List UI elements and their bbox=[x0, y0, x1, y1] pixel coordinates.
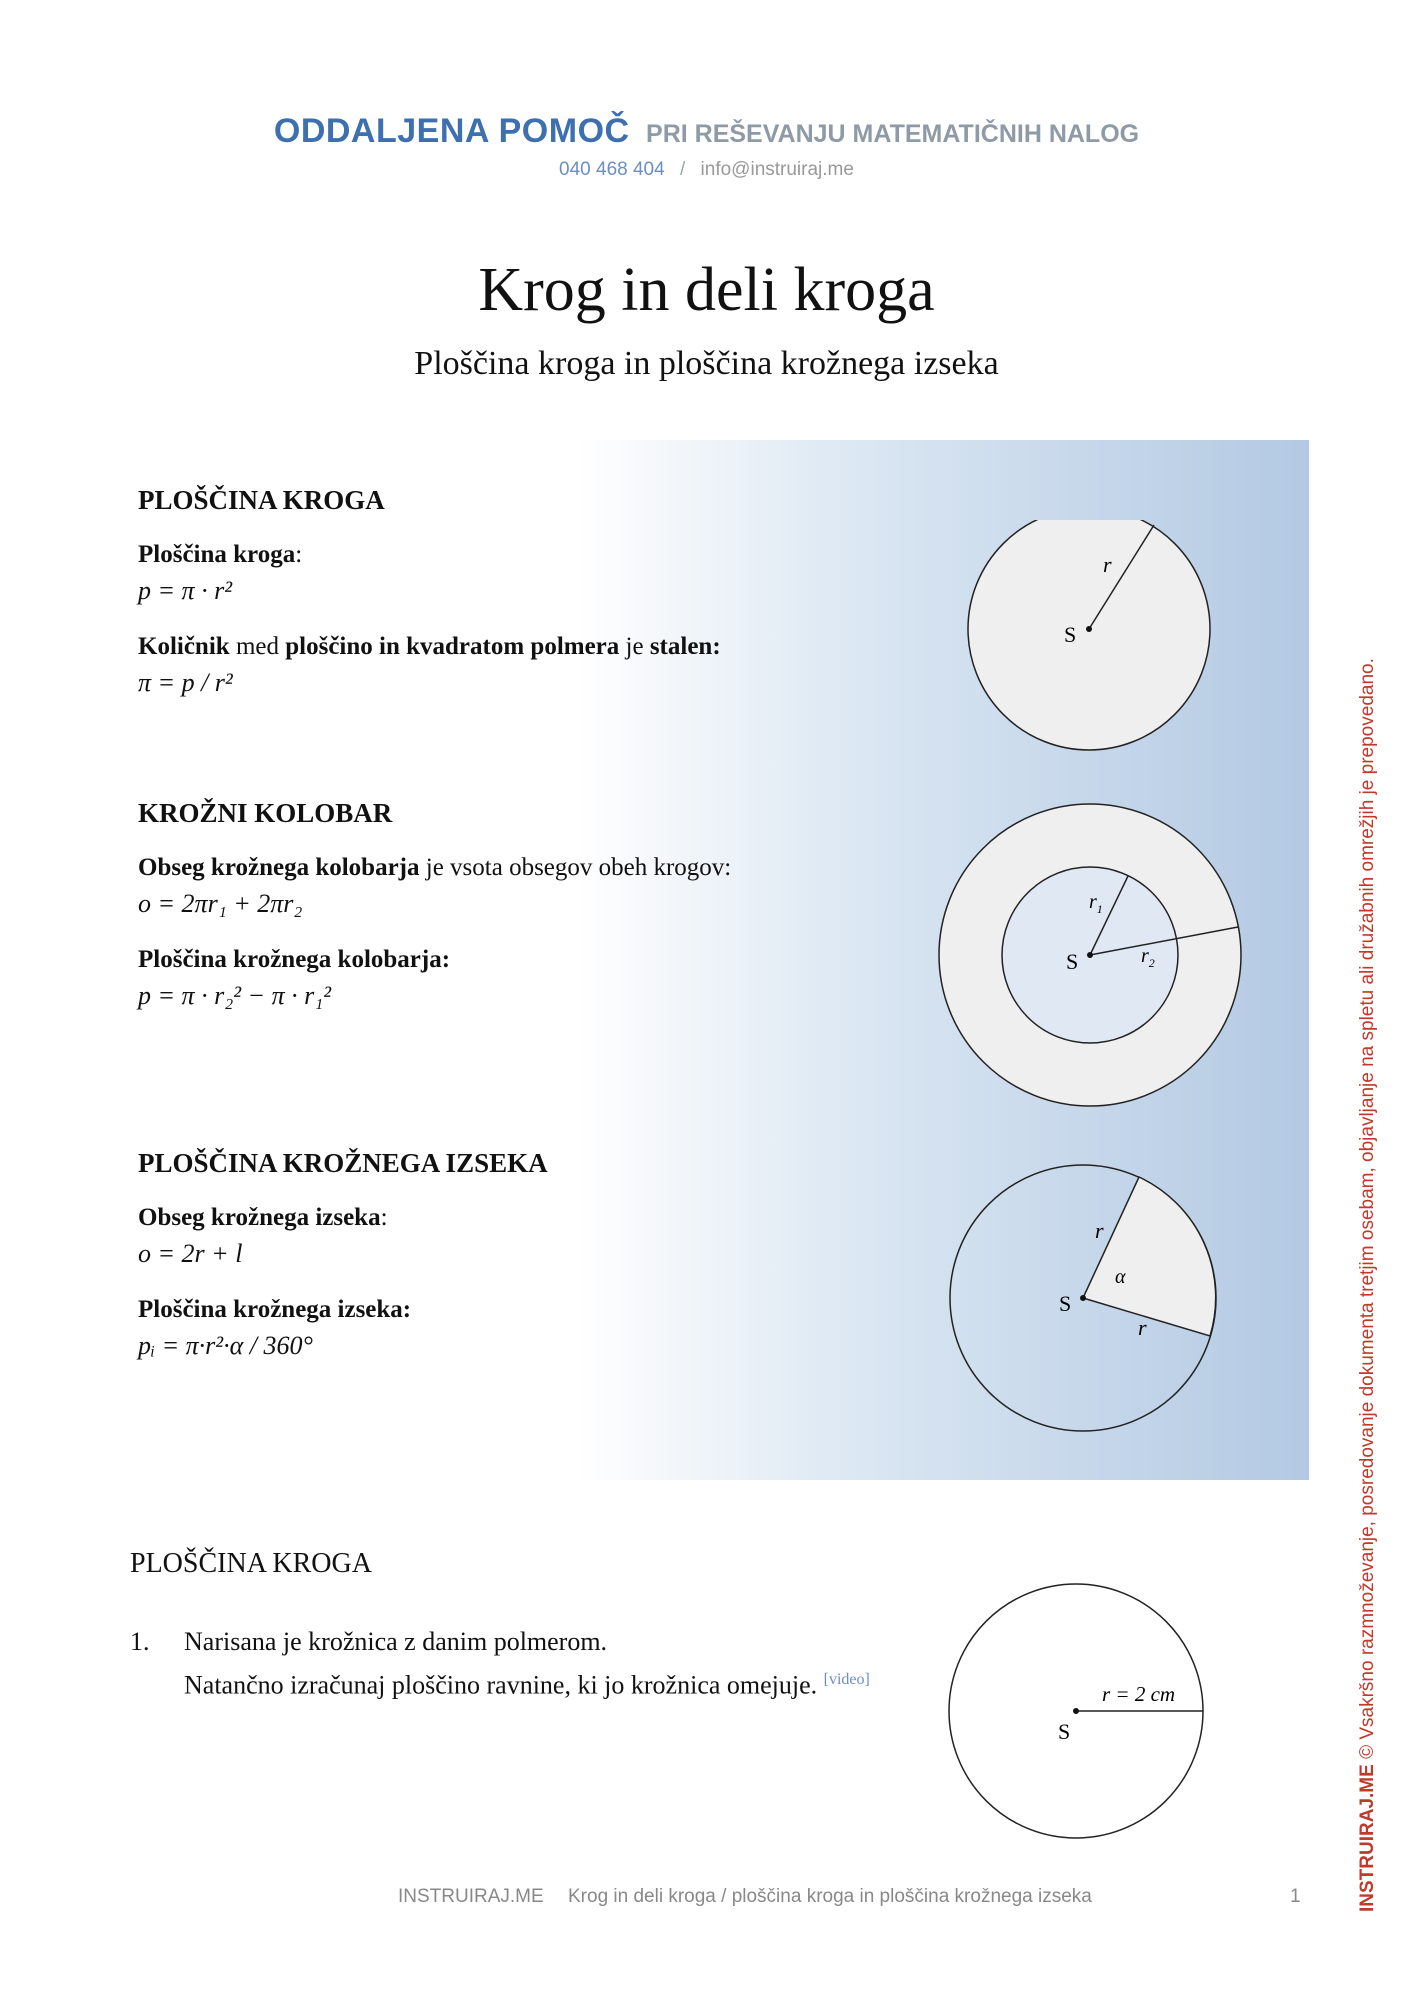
r1-subscript: 1 bbox=[1096, 902, 1103, 916]
header-contact bbox=[0, 159, 1413, 181]
center-point bbox=[1073, 1708, 1079, 1714]
center-label: S bbox=[1066, 949, 1079, 974]
given-radius-label: r = 2 cm bbox=[1102, 1682, 1176, 1706]
section-label bbox=[138, 1201, 548, 1235]
header-phone[interactable]: 040 468 404 bbox=[559, 159, 665, 180]
label-bold: Obseg krožnega kolobarja bbox=[138, 854, 420, 881]
formula-perimeter: o = 2πr₁ + 2πr₂ bbox=[138, 889, 303, 918]
page-header bbox=[0, 112, 1413, 181]
section-title: PLOŠČINA KROŽNEGA IZSEKA bbox=[138, 1148, 548, 1178]
center-label: S bbox=[1059, 1291, 1072, 1316]
footer-page-number: 1 bbox=[1290, 1886, 1301, 1907]
label-bold: Ploščina krožnega izseka: bbox=[138, 1296, 412, 1323]
label-suffix: : bbox=[380, 1204, 388, 1231]
header-brand-line bbox=[0, 112, 1413, 151]
section-circle-area bbox=[138, 485, 721, 722]
footer-site: INSTRUIRAJ.ME bbox=[398, 1886, 544, 1907]
radius-label-lower: r bbox=[1138, 1315, 1147, 1340]
label-suffix: je vsota obsegov obeh krogov: bbox=[419, 854, 732, 881]
formula-perimeter: o = 2r + l bbox=[138, 1239, 243, 1268]
section-label-ratio bbox=[138, 630, 721, 664]
exercise-line: Narisana je krožnica z danim polmerom. bbox=[184, 1627, 608, 1656]
label-part: stalen: bbox=[649, 633, 721, 660]
section-label bbox=[138, 851, 731, 885]
exercise-line: Natančno izračunaj ploščino ravnine, ki jo krožnica omejuje. bbox=[184, 1670, 818, 1700]
section-title: PLOŠČINA KROGA bbox=[138, 485, 385, 515]
label-bold: Ploščina krožnega kolobarja: bbox=[138, 946, 451, 973]
exercise-line-2 bbox=[184, 1661, 944, 1705]
exercise-section-title: PLOŠČINA KROGA bbox=[130, 1548, 372, 1579]
section-label bbox=[138, 943, 731, 977]
radius-label-upper: r bbox=[1095, 1218, 1104, 1243]
exercise-text bbox=[184, 1623, 944, 1705]
r2-letter: r bbox=[1141, 945, 1149, 967]
annulus-figure bbox=[935, 800, 1245, 1110]
header-separator: / bbox=[679, 159, 686, 180]
section-label bbox=[138, 538, 721, 572]
sector-shape bbox=[1083, 1177, 1216, 1336]
label-bold: Obseg krožnega izseka bbox=[138, 1204, 381, 1231]
video-link[interactable]: [video] bbox=[823, 1671, 870, 1688]
alpha-label: α bbox=[1115, 1266, 1126, 1288]
label-part: je bbox=[619, 633, 650, 660]
center-point bbox=[1080, 1295, 1086, 1301]
circle-shape bbox=[968, 520, 1210, 750]
r1-letter: r bbox=[1089, 891, 1097, 913]
copyright-text: © Vsakršno razmnoževanje, posredovanje dokumenta tretjim osebam, objavljanje na spletu ali družabnih omrežjih je prepovedano. bbox=[1357, 658, 1378, 1759]
header-email[interactable]: info@instruiraj.me bbox=[700, 159, 854, 180]
copyright-note bbox=[1357, 658, 1379, 1912]
sector-figure bbox=[945, 1160, 1225, 1440]
section-annulus bbox=[138, 798, 731, 1035]
center-point bbox=[1087, 952, 1093, 958]
r2-subscript: 2 bbox=[1148, 956, 1155, 970]
formula-ratio: π = p / r² bbox=[138, 668, 233, 697]
label-suffix: : bbox=[295, 541, 303, 568]
copyright-brand: INSTRUIRAJ.ME bbox=[1357, 1764, 1378, 1912]
label-part: Količnik bbox=[138, 633, 230, 660]
label-part: med bbox=[229, 633, 286, 660]
section-title: KROŽNI KOLOBAR bbox=[138, 798, 393, 828]
formula-area: pᵢ = π·r²·α / 360° bbox=[138, 1331, 313, 1360]
page-title: Krog in deli kroga bbox=[478, 256, 935, 324]
header-brand: ODDALJENA POMOČ bbox=[273, 112, 630, 150]
header-tagline: PRI REŠEVANJU MATEMATIČNIH NALOG bbox=[646, 120, 1140, 148]
exercise-circle-figure bbox=[945, 1580, 1215, 1850]
formula-area: p = π · r² bbox=[138, 576, 232, 605]
center-point bbox=[1086, 626, 1092, 632]
section-label bbox=[138, 1293, 548, 1327]
label-part: ploščino in kvadratom polmera bbox=[285, 633, 620, 660]
radius-label: r bbox=[1103, 552, 1112, 577]
circle-figure bbox=[960, 520, 1220, 760]
formula-area: p = π · r₂² − π · r₁² bbox=[138, 981, 332, 1010]
label-bold: Ploščina kroga bbox=[138, 541, 296, 568]
page-subtitle: Ploščina kroga in ploščina krožnega izseka bbox=[414, 345, 999, 382]
footer-doc-title: Krog in deli kroga / ploščina kroga in ploščina krožnega izseka bbox=[568, 1886, 1092, 1907]
section-sector bbox=[138, 1148, 548, 1385]
center-label: S bbox=[1064, 622, 1077, 647]
exercise-number: 1. bbox=[130, 1627, 150, 1656]
center-label: S bbox=[1058, 1719, 1071, 1744]
